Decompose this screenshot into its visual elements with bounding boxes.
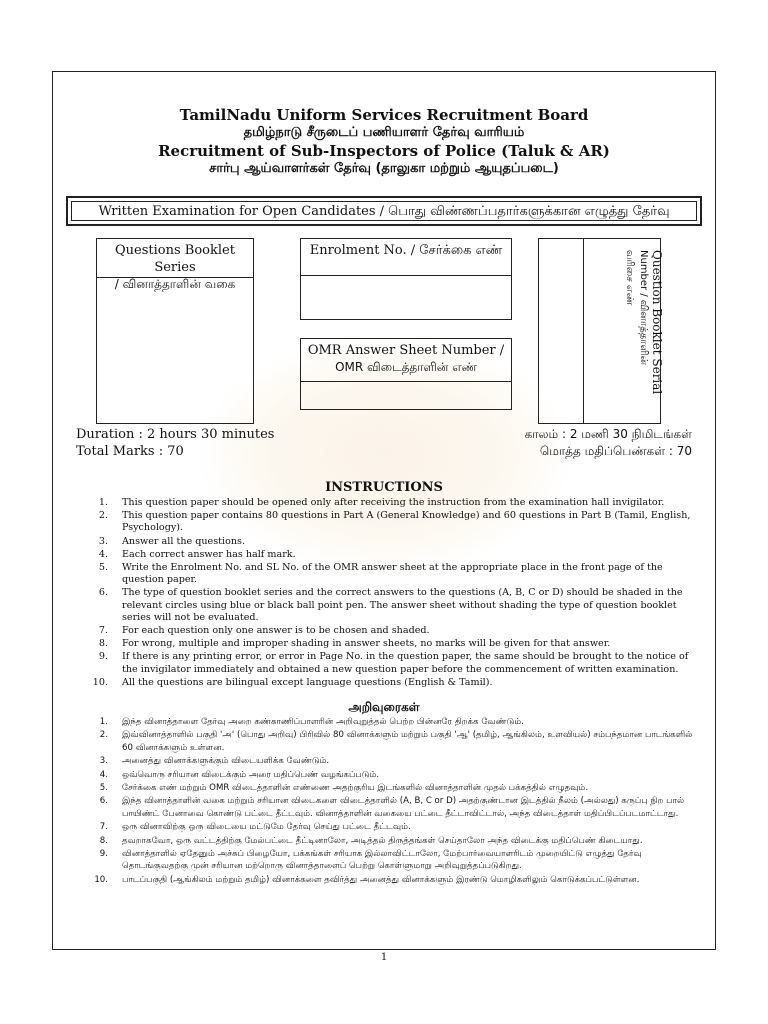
item-number: 5. — [98, 562, 108, 574]
item-number: 7. — [99, 822, 108, 833]
item-text: All the questions are bilingual except language questions (English & Tamil). — [122, 676, 493, 688]
item-number: 1. — [99, 717, 108, 727]
omr-label-en: OMR Answer Sheet Number / — [307, 343, 505, 358]
item-text: The type of question booklet series and the correct answers to the questions (A, B, C or D) should be shaded in the relevant circles using blue or black ball point pen. The answer sheet without shading the type of question booklet series will not be evaluated. — [122, 587, 683, 623]
tamil-instructions-title: அறிவுரைகள் — [348, 700, 420, 714]
list-item — [88, 625, 696, 637]
item-number: 8. — [98, 638, 108, 650]
total-marks-text: Total Marks : 70 — [76, 444, 184, 459]
divider — [301, 381, 511, 382]
item-text: சேர்க்கை எண் மற்றும் OMR விடைத்தாளின் எண்ணை அதற்குரிய இடங்களில் வினாத்தாளின் முதல் பக்கத்தில் எழுதவும். — [122, 783, 589, 794]
list-item — [88, 729, 696, 754]
booklet-series-label-ta: / வினாத்தாளின் வகை — [114, 277, 236, 291]
list-item — [88, 510, 696, 534]
duration-tamil — [525, 426, 692, 460]
list-item — [88, 821, 696, 833]
duration-english — [76, 426, 274, 460]
item-text: If there is any printing error, or error in Page No. in the question paper, the same should be brought to the notice of the invigilator immediately and obtained a new question paper before the commencement of written examination. — [122, 651, 689, 675]
list-item — [88, 549, 696, 561]
item-number: 10. — [92, 676, 108, 688]
list-item — [88, 677, 696, 689]
item-number: 3. — [98, 535, 108, 547]
enrolment-label: Enrolment No. / சேர்க்கை எண் — [309, 243, 503, 258]
item-number: 4. — [99, 769, 108, 780]
list-item — [88, 874, 696, 886]
list-item — [88, 497, 696, 509]
board-name-tamil: தமிழ்நாடு சீருடைப் பணியாளர் தேர்வு வாரியம் — [243, 125, 525, 140]
serial-label-3: வரிசை எண் — [624, 250, 635, 306]
item-number: 8. — [99, 835, 108, 846]
item-number: 9. — [99, 849, 108, 860]
item-number: 7. — [98, 625, 108, 637]
item-number: 10. — [94, 874, 108, 885]
exam-title: Written Examination for Open Candidates / பொது விண்ணப்பதார்களுக்கான எழுத்து தேர்வு — [71, 201, 697, 221]
board-name-english: TamilNadu Uniform Services Recruitment Board — [179, 106, 589, 124]
item-text: தவறாகவோ, ஒரு வட்டத்திற்கு மேல்பட்டை தீட்டினாலோ, அடித்தல் திருத்தங்கள் செய்தாலோ அந்த விடைக்கு மதிப்பெண் கிடையாது. — [122, 835, 643, 846]
list-item — [88, 769, 696, 781]
list-item — [88, 782, 696, 794]
divider — [97, 277, 253, 278]
exam-title-box — [66, 196, 702, 226]
recruitment-title-english: Recruitment of Sub-Inspectors of Police (Taluk & AR) — [158, 142, 610, 160]
page-number: 1 — [380, 952, 388, 963]
item-text: For each question only one answer is to be chosen and shaded. — [122, 625, 430, 637]
duration-text-ta: காலம் : 2 மணி 30 நிமிடங்கள் — [524, 427, 692, 441]
omr-label-ta: OMR விடைத்தாளின் எண் — [335, 360, 477, 374]
item-text: This question paper contains 80 questions in Part A (General Knowledge) and 60 questions in Part B (Tamil, English, Psychology). — [122, 510, 691, 534]
item-text: இந்த வினாத்தாளை தேர்வு அறை கண்காணிப்பாளரின் அறிவுறுத்தல் பெற்ற பின்னரே திறக்க வேண்டும். — [122, 717, 524, 727]
item-number: 9. — [98, 651, 108, 663]
list-item — [88, 638, 696, 650]
item-number: 5. — [99, 783, 108, 794]
list-item — [88, 848, 696, 873]
item-text: This question paper should be opened only after receiving the instruction from the examination hall invigilator. — [122, 497, 665, 508]
tamil-instructions-list — [88, 716, 696, 887]
list-item — [88, 755, 696, 767]
item-number: 6. — [99, 796, 108, 807]
total-marks-text-ta: மொத்த மதிப்பெண்கள் : 70 — [539, 444, 692, 458]
booklet-series-box[interactable] — [96, 238, 254, 424]
list-item — [88, 795, 696, 820]
list-item — [88, 562, 696, 586]
enrolment-box[interactable] — [300, 238, 512, 320]
instructions-title: INSTRUCTIONS — [325, 480, 443, 495]
booklet-series-label — [97, 239, 253, 293]
instructions-list — [88, 497, 696, 690]
booklet-serial-label — [584, 250, 664, 420]
item-text: Write the Enrolment No. and SL No. of the OMR answer sheet at the appropriate place in the front page of the question paper. — [122, 562, 663, 586]
item-text: வினாத்தாளில் ஏதேனும் அச்சுப் பிழையோ, பக்கங்கள் சரியாக இல்லாவிட்டாலோ, மேற்பார்வையாளரிடம் முறையிட்டு எழுத்து தேர்வு தொடங்குவதற்கு முன் சரியான மற்றொரு வினாத்தாளைப் பெற்று கொள்ளுமாறு அறிவுறுத்தப்படுகிறது. — [122, 849, 642, 872]
list-item — [88, 536, 696, 548]
item-number: 2. — [98, 510, 108, 522]
item-number: 3. — [99, 756, 108, 767]
divider — [301, 275, 511, 276]
list-item — [88, 835, 696, 847]
item-text: ஒவ்வொரு சரியான விடைக்கும் அரை மதிப்பெண் வழங்கப்படும். — [122, 769, 380, 780]
item-text: பாடப்பகுதி (ஆங்கிலம் மற்றும் தமிழ்) வினாக்களை தவிர்த்து அனைத்து வினாக்களும் இரண்டு மொழிகளிலும் கொடுக்கப்பட்டுள்ளன. — [122, 874, 640, 885]
item-text: For wrong, multiple and improper shading in answer sheets, no marks will be given for that answer. — [122, 638, 611, 650]
booklet-series-label-en: Questions Booklet Series — [115, 243, 235, 275]
item-text: Each correct answer has half mark. — [122, 548, 296, 560]
serial-label-2: Number / வினாத்தாளின் — [638, 250, 649, 366]
serial-label-1: Question Booklet Serial — [650, 250, 664, 395]
omr-number-box[interactable] — [300, 338, 512, 410]
item-text: இந்த வினாத்தாளின் வகை மற்றும் சரியான விடைகளை விடைத்தாளில் (A, B, C or D) அதற்குண்டான இடத்தில் நீலம் (அல்லது) கருப்பு நிற பால் பாயிண்ட் பேனாவை கொண்டு பட்டை தீட்டவும். வினாத்தாளின் வகையை பட்டை தீட்டாவிட்டால், அந்த விடைத்தாள் மதிப்பிடப்படமாட்டாது. — [122, 796, 685, 819]
list-item — [88, 651, 696, 675]
list-item — [88, 716, 696, 728]
item-text: இவ்வினாத்தாளில் பகுதி 'அ' (பொது அறிவு) பிரிவில் 80 வினாக்களும் மற்றும் பகுதி 'ஆ' (தமிழ், ஆங்கிலம், உளவியல்) சம்பந்தமான பாடங்களில் 60 வினாக்களும் உள்ளன. — [122, 730, 693, 753]
document-header — [0, 106, 768, 178]
duration-text: Duration : 2 hours 30 minutes — [76, 427, 275, 442]
recruitment-title-tamil: சார்பு ஆய்வாளர்கள் தேர்வு (தாலுகா மற்றும் ஆயுதப்படை) — [209, 161, 559, 176]
item-text: Answer all the questions. — [122, 535, 245, 547]
item-number: 1. — [98, 497, 108, 508]
omr-number-label — [301, 339, 511, 376]
item-number: 2. — [99, 730, 108, 741]
item-text: அனைத்து வினாக்களுக்கும் விடையளிக்க வேண்டும். — [122, 756, 330, 767]
item-text: ஒரு வினாவிற்கு ஒரு விடையை மட்டுமே தேர்வு செய்து பட்டை தீட்டவும். — [122, 822, 411, 833]
list-item — [88, 587, 696, 624]
item-number: 4. — [98, 548, 108, 560]
item-number: 6. — [98, 587, 108, 599]
